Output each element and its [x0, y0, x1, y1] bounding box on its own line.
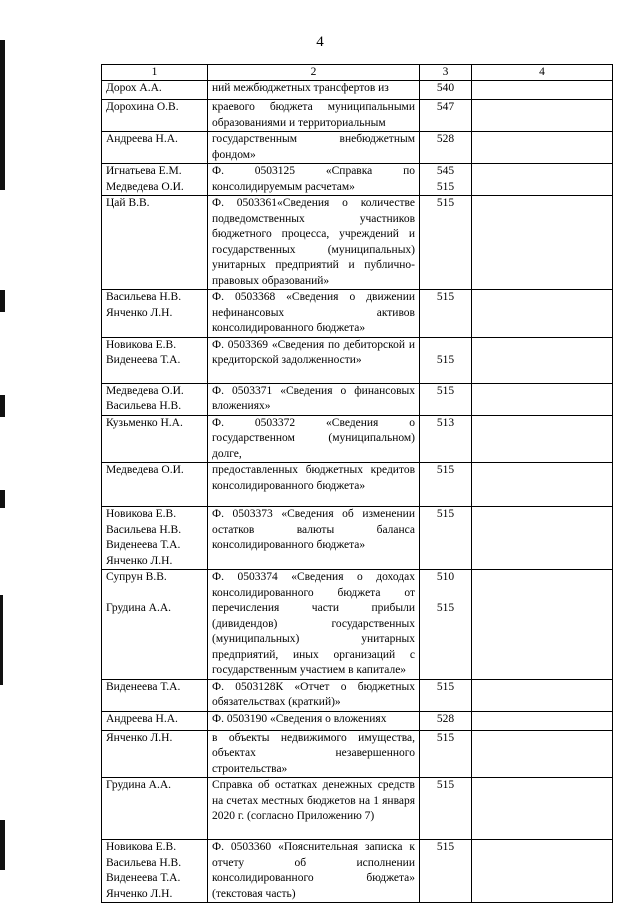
table-row	[102, 290, 613, 338]
executor-name: Виденеева Т.А.	[106, 872, 181, 884]
executor-cell	[102, 81, 208, 100]
form-description: ний межбюджетных трансфертов из	[208, 81, 420, 100]
executor-cell	[102, 507, 208, 570]
executor-name: Виденеева Т.А.	[106, 539, 181, 551]
executor-name: Васильева Н.В.	[106, 856, 182, 869]
executor-cell	[102, 679, 208, 711]
executor-name: Васильева Н.В.	[106, 523, 182, 536]
executor-cell	[102, 383, 208, 415]
table-row	[102, 840, 613, 903]
executor-name: Игнатьева Е.М.	[106, 165, 182, 177]
notes-cell	[472, 778, 613, 840]
executor-name: Медведева О.И.	[106, 384, 184, 397]
scan-edge-mark	[0, 490, 5, 508]
table-row	[102, 337, 613, 383]
form-description: Ф. 0503128К «Отчет о бюджетных обязательствах (краткий)»	[208, 679, 420, 711]
table-row	[102, 679, 613, 711]
code-cell	[420, 100, 472, 132]
code-cell	[420, 507, 472, 570]
code-cell	[420, 415, 472, 463]
code-cell	[420, 81, 472, 100]
code-cell	[420, 679, 472, 711]
executor-name: Новикова Е.В.	[106, 508, 177, 520]
code-cell	[420, 730, 472, 778]
code-value: 528	[436, 712, 455, 725]
table-row	[102, 463, 613, 507]
code-value: 515	[436, 731, 455, 744]
code-cell	[420, 383, 472, 415]
notes-cell	[472, 840, 613, 903]
executor-name: Кузьменко Н.А.	[106, 416, 183, 429]
executor-name: Андреева Н.А.	[106, 712, 178, 725]
code-cell	[420, 196, 472, 290]
code-value: 515	[436, 291, 455, 303]
table-row	[102, 383, 613, 415]
form-description: предоставленных бюджетных кредитов консолидированного бюджета»	[208, 463, 420, 507]
column-header: 4	[472, 65, 613, 81]
executor-cell	[102, 290, 208, 338]
code-value: 515	[436, 841, 455, 853]
code-value: 515	[436, 680, 455, 693]
reporting-table	[101, 64, 613, 903]
table-row	[102, 730, 613, 778]
code-value: 513	[436, 416, 455, 429]
executor-cell	[102, 100, 208, 132]
table-row	[102, 81, 613, 100]
executor-cell	[102, 711, 208, 730]
notes-cell	[472, 679, 613, 711]
notes-cell	[472, 730, 613, 778]
code-value: 515	[436, 602, 455, 614]
executor-name: Дорохина О.В.	[106, 101, 179, 113]
form-description: Ф. 0503373 «Сведения об изменении остатков валюты баланса консолидированного бюджета»	[208, 507, 420, 570]
executor-name: Янченко Л.Н.	[106, 731, 173, 744]
code-cell	[420, 570, 472, 680]
column-header: 2	[208, 65, 420, 81]
form-description: Ф. 0503371 «Сведения о финансовых вложениях»	[208, 383, 420, 415]
code-value: 515	[436, 779, 455, 791]
code-value: 515	[436, 180, 455, 193]
column-header: 1	[102, 65, 208, 81]
code-value: 510	[436, 571, 455, 583]
executor-name: Васильева Н.В.	[106, 400, 182, 412]
code-cell	[420, 337, 472, 383]
notes-cell	[472, 337, 613, 383]
executor-name: Янченко Л.Н.	[106, 887, 173, 900]
notes-cell	[472, 507, 613, 570]
code-value: 515	[436, 508, 455, 520]
form-description: Ф. 0503361«Сведения о количестве подведомственных участников бюджетного процесса, учреждений и государственных (муниципальных) унитарных предприятий и публично-правовых образований»	[208, 196, 420, 290]
form-description: Ф. 0503125 «Справка по консолидируемым расчетам»	[208, 164, 420, 196]
code-cell	[420, 164, 472, 196]
table-row	[102, 507, 613, 570]
executor-name: Новикова Е.В.	[106, 338, 177, 351]
executor-name: Андреева Н.А.	[106, 133, 178, 145]
form-description: краевого бюджета муниципальными образованиями и территориальным	[208, 100, 420, 132]
executor-cell	[102, 196, 208, 290]
table-row	[102, 196, 613, 290]
table-row	[102, 570, 613, 680]
executor-name: Дорох А.А.	[106, 82, 162, 94]
form-description: Справка об остатках денежных средств на счетах местных бюджетов на 1 января 2020 г. (согласно Приложению 7)	[208, 778, 420, 840]
form-description: в объекты недвижимого имущества, объектах незавершенного строительства»	[208, 730, 420, 778]
code-value: 515	[436, 384, 455, 397]
code-value: 547	[436, 101, 455, 113]
notes-cell	[472, 100, 613, 132]
header-row	[102, 65, 613, 81]
code-value: 528	[436, 133, 455, 145]
notes-cell	[472, 463, 613, 507]
code-cell	[420, 840, 472, 903]
executor-name: Супрун В.В.	[106, 571, 167, 583]
form-description: Ф. 0503360 «Пояснительная записка к отчету об исполнении консолидированного бюджета» (текстовая часть)	[208, 840, 420, 903]
table-row	[102, 164, 613, 196]
executor-cell	[102, 132, 208, 164]
notes-cell	[472, 570, 613, 680]
scan-edge-mark	[0, 595, 3, 685]
executor-name: Цай В.В.	[106, 197, 150, 209]
code-value	[424, 586, 467, 602]
form-description: Ф. 0503368 «Сведения о движении нефинансовых активов консолидированного бюджета»	[208, 290, 420, 338]
column-header: 3	[420, 65, 472, 81]
executor-cell	[102, 337, 208, 383]
code-cell	[420, 778, 472, 840]
notes-cell	[472, 383, 613, 415]
code-cell	[420, 711, 472, 730]
executor-name: Грудина А.А.	[106, 602, 172, 614]
executor-cell	[102, 570, 208, 680]
table-row	[102, 100, 613, 132]
form-description: Ф. 0503372 «Сведения о государственном (муниципальном) долге,	[208, 415, 420, 463]
code-value: 540	[436, 82, 455, 94]
table-row	[102, 711, 613, 730]
executor-name: Виденеева Т.А.	[106, 680, 181, 693]
form-description: Ф. 0503369 «Сведения по дебиторской и кредиторской задолженности»	[208, 337, 420, 383]
notes-cell	[472, 711, 613, 730]
notes-cell	[472, 81, 613, 100]
code-value: 545	[436, 165, 455, 177]
executor-name: Медведева О.И.	[106, 464, 184, 476]
executor-name: Медведева О.И.	[106, 180, 184, 193]
executor-name	[106, 586, 203, 602]
code-cell	[420, 290, 472, 338]
scan-edge-mark	[0, 40, 5, 190]
code-value: 515	[436, 197, 455, 209]
executor-cell	[102, 778, 208, 840]
form-description: Ф. 0503374 «Сведения о доходах консолидированного бюджета от перечисления части прибыли (дивидендов) государственных (муниципальных) унитарных предприятий, иных организаций с государственным участием в капитале»	[208, 570, 420, 680]
notes-cell	[472, 132, 613, 164]
code-value: 515	[436, 464, 455, 476]
table-row	[102, 132, 613, 164]
executor-name: Васильева Н.В.	[106, 291, 182, 303]
code-cell	[420, 132, 472, 164]
notes-cell	[472, 164, 613, 196]
page-number: 4	[316, 34, 324, 50]
scan-edge-mark	[0, 290, 5, 312]
executor-cell	[102, 463, 208, 507]
executor-name: Янченко Л.Н.	[106, 306, 173, 319]
table-row	[102, 778, 613, 840]
executor-name: Янченко Л.Н.	[106, 554, 173, 567]
form-description: государственным внебюджетным фондом»	[208, 132, 420, 164]
executor-name: Виденеева Т.А.	[106, 354, 181, 366]
notes-cell	[472, 290, 613, 338]
executor-cell	[102, 730, 208, 778]
code-value: 515	[436, 354, 455, 366]
executor-cell	[102, 415, 208, 463]
code-cell	[420, 463, 472, 507]
notes-cell	[472, 196, 613, 290]
scan-edge-mark	[0, 395, 5, 417]
executor-name: Новикова Е.В.	[106, 841, 177, 853]
executor-name: Грудина А.А.	[106, 779, 172, 791]
executor-cell	[102, 840, 208, 903]
executor-cell	[102, 164, 208, 196]
form-description: Ф. 0503190 «Сведения о вложениях	[208, 711, 420, 730]
scan-edge-mark	[0, 820, 5, 870]
notes-cell	[472, 415, 613, 463]
table-row	[102, 415, 613, 463]
